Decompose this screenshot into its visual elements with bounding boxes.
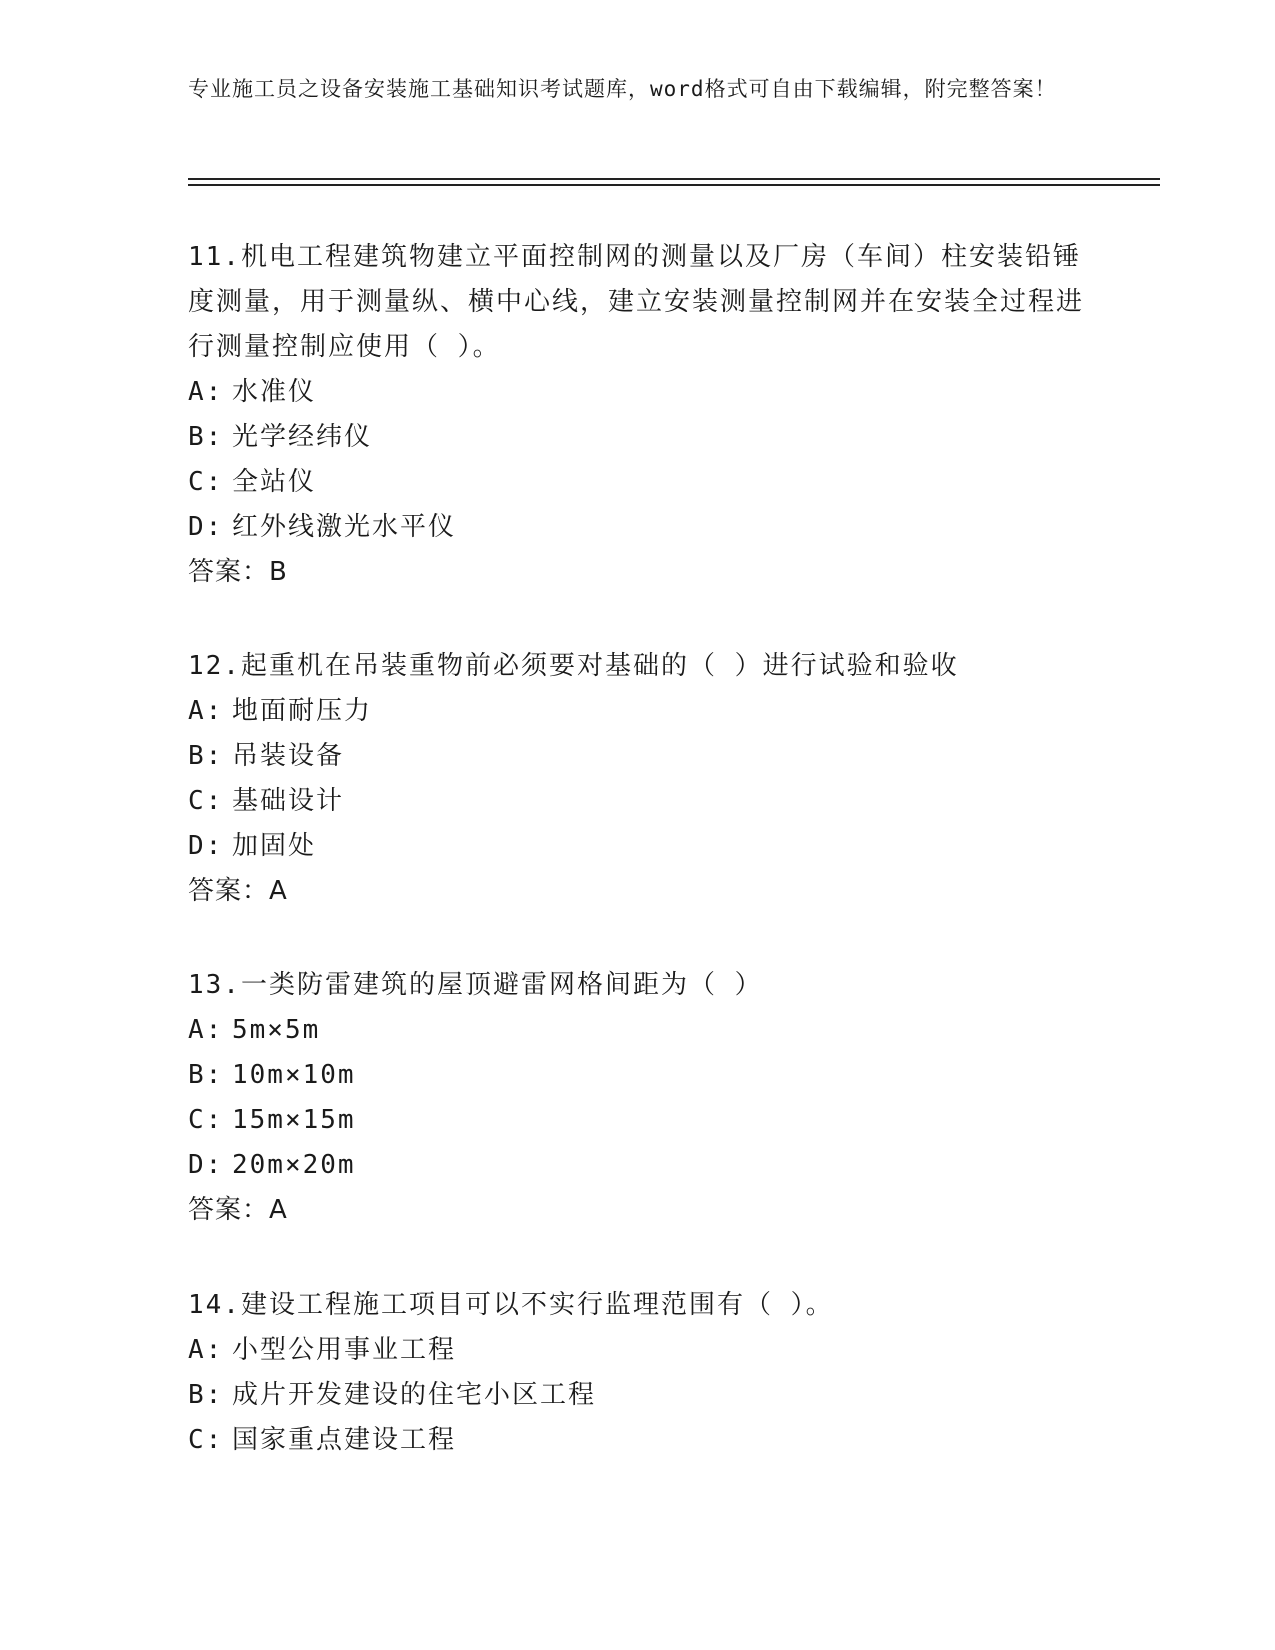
option-text: 20m×20m <box>232 1150 356 1180</box>
option-b <box>188 734 1088 779</box>
question-stem: 12.起重机在吊装重物前必须要对基础的（ ）进行试验和验收 <box>188 651 959 681</box>
option-b <box>188 415 1088 460</box>
option-text: 吊装设备 <box>232 741 345 771</box>
option-text: 小型公用事业工程 <box>232 1335 457 1365</box>
option-key: B: <box>188 1380 224 1410</box>
question-stem: 14.建设工程施工项目可以不实行监理范围有（ ）。 <box>188 1290 834 1320</box>
option-key: B: <box>188 1060 224 1090</box>
option-text: 基础设计 <box>232 786 345 816</box>
answer-line: 答案：A <box>188 1195 288 1225</box>
option-a <box>188 1008 1088 1053</box>
option-text: 红外线激光水平仪 <box>232 512 457 542</box>
option-key: C: <box>188 1425 224 1455</box>
option-key: B: <box>188 422 224 452</box>
question-stem: 11.机电工程建筑物建立平面控制网的测量以及厂房（车间）柱安装铅锤度测量，用于测量纵、横中心线，建立安装测量控制网并在安装全过程进行测量控制应使用（ ）。 <box>188 242 1085 362</box>
question-13 <box>188 963 1088 1233</box>
option-key: A: <box>188 377 224 407</box>
answer-line: 答案：B <box>188 557 288 587</box>
option-c <box>188 779 1088 824</box>
option-key: A: <box>188 1015 224 1045</box>
option-c <box>188 1098 1088 1143</box>
option-key: A: <box>188 696 224 726</box>
option-d <box>188 824 1088 869</box>
option-c <box>188 460 1088 505</box>
question-14 <box>188 1283 1088 1463</box>
option-text: 全站仪 <box>232 467 317 497</box>
question-11 <box>188 235 1088 595</box>
option-text: 水准仪 <box>232 377 317 407</box>
option-b <box>188 1373 1088 1418</box>
option-d <box>188 505 1088 550</box>
answer-line: 答案：A <box>188 876 288 906</box>
option-text: 国家重点建设工程 <box>232 1425 457 1455</box>
question-12 <box>188 644 1088 914</box>
header-divider-bottom <box>188 184 1160 186</box>
question-stem: 13.一类防雷建筑的屋顶避雷网格间距为（ ） <box>188 970 763 1000</box>
header-divider-top <box>188 178 1160 180</box>
option-c <box>188 1418 1088 1463</box>
option-a <box>188 1328 1088 1373</box>
option-a <box>188 370 1088 415</box>
option-text: 光学经纬仪 <box>232 422 373 452</box>
document-header: 专业施工员之设备安装施工基础知识考试题库，word格式可自由下载编辑，附完整答案！ <box>188 77 1057 101</box>
option-text: 成片开发建设的住宅小区工程 <box>232 1380 597 1410</box>
option-b <box>188 1053 1088 1098</box>
option-key: A: <box>188 1335 224 1365</box>
option-text: 5m×5m <box>232 1015 321 1045</box>
option-key: C: <box>188 1105 224 1135</box>
option-text: 10m×10m <box>232 1060 356 1090</box>
option-text: 加固处 <box>232 831 317 861</box>
option-a <box>188 689 1088 734</box>
option-key: C: <box>188 467 224 497</box>
option-key: D: <box>188 512 224 542</box>
option-key: D: <box>188 1150 224 1180</box>
option-text: 地面耐压力 <box>232 696 373 726</box>
option-d <box>188 1143 1088 1188</box>
option-key: C: <box>188 786 224 816</box>
option-key: B: <box>188 741 224 771</box>
option-text: 15m×15m <box>232 1105 356 1135</box>
option-key: D: <box>188 831 224 861</box>
